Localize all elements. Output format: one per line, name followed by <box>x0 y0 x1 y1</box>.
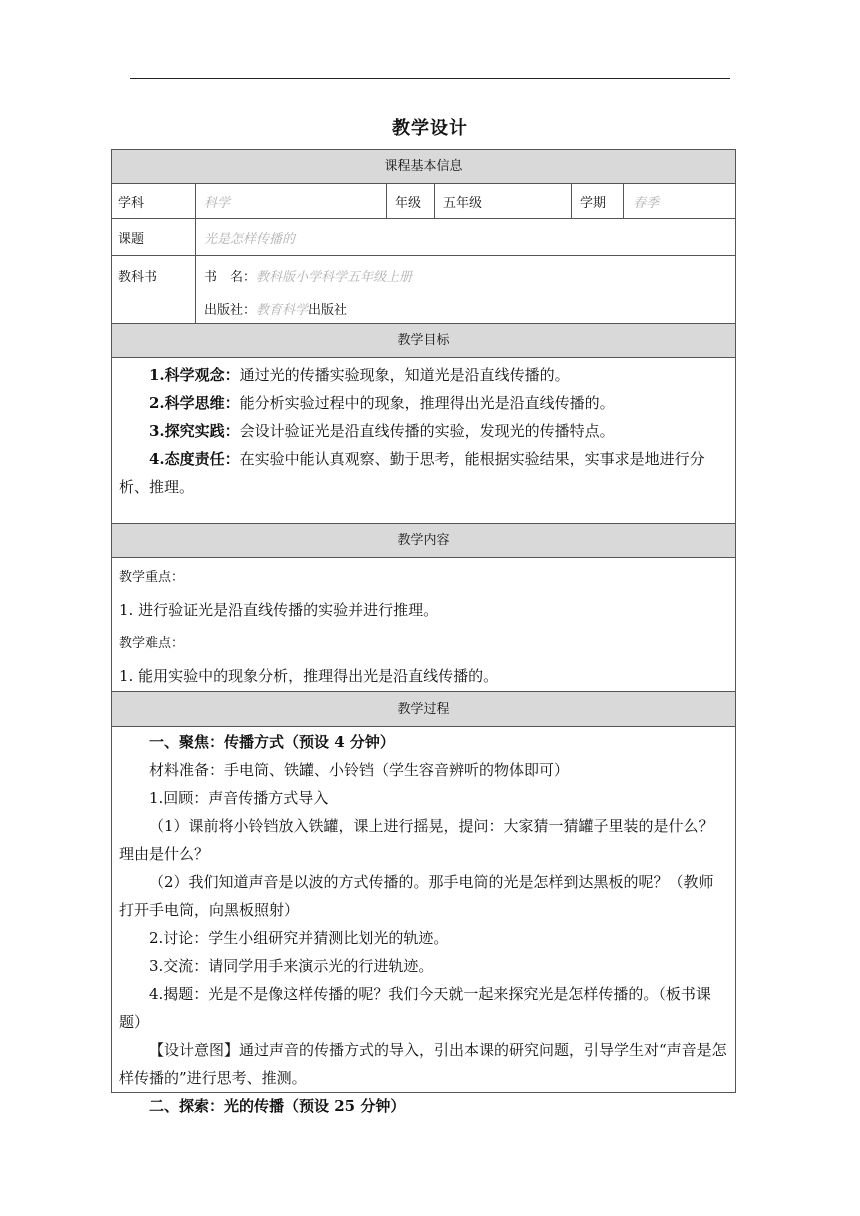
goal-item <box>119 445 727 501</box>
design-intent <box>119 1036 727 1092</box>
goal-label: 4.态度责任： <box>149 450 240 468</box>
row-topic <box>112 219 735 256</box>
goal-text: 能分析实验过程中的现象，推理得出光是沿直线传播的。 <box>239 394 615 412</box>
term-value: 春季 <box>633 195 660 211</box>
step1-title: 一、聚焦：传播方式（预设 4 分钟） <box>149 733 395 751</box>
goal-item <box>119 361 727 389</box>
term-label: 学期 <box>572 184 624 218</box>
goal-item <box>119 417 727 445</box>
row-textbook <box>112 256 735 324</box>
section-process: 教学过程 <box>112 692 735 727</box>
document-title: 教学设计 <box>392 118 468 139</box>
textbook-details <box>196 256 735 323</box>
section-basic-info: 课程基本信息 <box>112 150 735 184</box>
subject-value: 科学 <box>196 184 387 218</box>
publisher-value: 教育科学 <box>256 303 309 318</box>
process-p2: （1）课前将小铃铛放入铁罐，课上进行摇晃，提问：大家猜一猜罐子里装的是什么？理由是什么？ <box>119 817 714 863</box>
row-subject <box>112 184 735 219</box>
section-goals: 教学目标 <box>112 324 735 358</box>
section-content: 教学内容 <box>112 524 735 558</box>
difficult-points-label: 教学难点： <box>119 636 185 651</box>
book-name-line <box>204 266 412 285</box>
header-rule <box>130 78 730 79</box>
book-name-label: 书 名： <box>204 270 257 285</box>
process-body <box>112 727 735 1115</box>
goals-body <box>112 358 735 524</box>
key-point-item: 1. 进行验证光是沿直线传播的实验并进行推理。 <box>119 601 439 619</box>
difficult-point-item: 1. 能用实验中的现象分析，推理得出光是沿直线传播的。 <box>119 667 499 685</box>
step2-title: 二、探索：光的传播（预设 25 分钟） <box>149 1097 406 1115</box>
process-p1: 1.回顾：声音传播方式导入 <box>149 789 329 807</box>
process-p4: 2.讨论：学生小组研究并猜测比划光的轨迹。 <box>149 929 449 947</box>
process-p5: 3.交流：请同学用手来演示光的行进轨迹。 <box>149 957 434 975</box>
grade-value: 五年级 <box>435 184 572 218</box>
publisher-suffix: 出版社 <box>308 303 348 318</box>
goal-label: 1.科学观念： <box>149 366 240 384</box>
publisher-line <box>204 299 347 318</box>
topic-value: 光是怎样传播的 <box>204 231 296 247</box>
textbook-label: 教科书 <box>112 256 196 323</box>
subject-label: 学科 <box>112 184 196 218</box>
book-name-value: 教科版小学科学五年级上册 <box>256 270 413 285</box>
content-body <box>112 558 735 692</box>
materials: 材料准备：手电筒、铁罐、小铃铛（学生容音辨听的物体即可） <box>149 761 570 779</box>
design-intent-label: 【设计意图】 <box>149 1041 240 1059</box>
design-intent-text: 通过声音的传播方式的导入，引出本课的研究问题，引导学生对“声音是怎样传播的”进行思考、推测。 <box>119 1041 727 1087</box>
lesson-plan-table <box>111 149 736 1115</box>
process-p3: （2）我们知道声音是以波的方式传播的。那手电筒的光是怎样到达黑板的呢？（教师打开手电筒，向黑板照射） <box>119 873 714 919</box>
goal-text: 会设计验证光是沿直线传播的实验，发现光的传播特点。 <box>239 422 615 440</box>
goal-text: 通过光的传播实验现象，知道光是沿直线传播的。 <box>239 366 570 384</box>
publisher-label: 出版社： <box>204 303 257 318</box>
grade-label: 年级 <box>387 184 435 218</box>
key-points-label: 教学重点： <box>119 570 185 585</box>
goal-label: 3.探究实践： <box>149 422 240 440</box>
process-p6: 4.揭题：光是不是像这样传播的呢？我们今天就一起来探究光是怎样传播的。（板书课题） <box>119 985 711 1031</box>
goal-label: 2.科学思维： <box>149 394 240 412</box>
goal-text: 在实验中能认真观察、勤于思考，能根据实验结果，实事求是地进行分析、推理。 <box>119 450 705 496</box>
goal-item <box>119 389 727 417</box>
topic-label: 课题 <box>112 219 196 255</box>
